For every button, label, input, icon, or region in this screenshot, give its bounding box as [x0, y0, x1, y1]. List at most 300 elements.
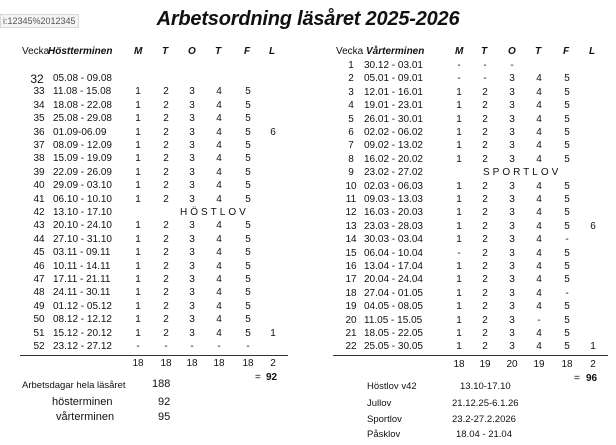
day-number: 2 [482, 328, 488, 339]
column-total: 20 [506, 358, 518, 370]
day-number: 3 [189, 140, 195, 151]
day-number: 1 [135, 140, 141, 151]
day-number: - [190, 341, 194, 352]
week-dates: 16.02 - 20.02 [364, 153, 423, 165]
week-dates: 20.04 - 24.04 [364, 274, 423, 286]
day-number: 4 [216, 99, 222, 111]
day-number: 4 [536, 287, 542, 299]
day-number: 3 [189, 260, 195, 272]
day-number: 5 [245, 314, 251, 326]
column-total: 18 [242, 358, 254, 370]
day-number: 5 [564, 301, 570, 313]
day-number: 2 [163, 300, 169, 312]
day-number: 1 [135, 220, 141, 232]
day-number: 2 [482, 140, 488, 152]
day-number: 5 [245, 140, 251, 151]
day-number: 2 [163, 247, 169, 259]
week-dates: 27.10 - 31.10 [53, 233, 112, 245]
day-number: - [217, 341, 221, 352]
holiday-dates: 13.10-17.10 [460, 381, 511, 392]
week-dates: 26.01 - 30.01 [364, 113, 423, 125]
day-number: 3 [509, 341, 515, 353]
day-number: - [457, 73, 461, 85]
day-header: T [535, 46, 542, 57]
day-number: 1 [456, 314, 462, 326]
week-number: 49 [33, 300, 45, 312]
page-title: Arbetsordning läsåret 2025-2026 [156, 8, 460, 30]
week-dates: 10.11 - 14.11 [53, 260, 111, 272]
day-number: 5 [245, 193, 251, 205]
day-number: 5 [564, 274, 570, 286]
day-header: L [589, 46, 596, 57]
day-number: 5 [245, 180, 251, 192]
day-number: 2 [163, 113, 169, 125]
day-number: - [510, 60, 514, 71]
column-total: 18 [561, 358, 573, 370]
day-header: F [244, 46, 251, 57]
day-number: 5 [564, 73, 570, 85]
week-dates: 15.12 - 20.12 [53, 327, 112, 339]
week-dates: 05.01 - 09.01 [364, 73, 423, 85]
day-number: 5 [564, 247, 570, 259]
day-number: 4 [536, 341, 542, 353]
column-total: 2 [590, 358, 596, 370]
holiday-label: Jullov [367, 398, 392, 409]
day-number: 2 [163, 220, 169, 232]
holiday-note: SPORTLOV [483, 167, 562, 179]
day-number: 2 [482, 207, 488, 219]
day-header: T [481, 46, 488, 57]
day-number: 5 [564, 341, 570, 353]
week-dates: 19.01 - 23.01 [364, 100, 423, 112]
day-number: 3 [189, 274, 195, 285]
day-number: 4 [536, 180, 542, 192]
day-header: T [215, 46, 222, 57]
day-number: 4 [216, 300, 222, 312]
autumn-workdays-value: 92 [158, 396, 171, 408]
day-number: 5 [564, 127, 570, 138]
day-number: 1 [135, 247, 141, 259]
day-number: 1 [135, 86, 141, 98]
holiday-dates: 23.2-27.2.2026 [452, 414, 516, 425]
day-number: 3 [189, 99, 195, 111]
week-number: 18 [345, 287, 357, 299]
week-dates: 23.12 - 27.12 [53, 341, 112, 352]
spring-week-header: Vecka [336, 46, 364, 57]
day-number: 5 [245, 99, 251, 111]
totals-divider [333, 355, 608, 356]
day-number: 3 [189, 287, 195, 299]
day-number: 3 [189, 113, 195, 125]
day-number: 1 [456, 207, 462, 219]
day-number: 3 [509, 140, 515, 152]
day-number: 5 [245, 287, 251, 299]
day-number: 4 [536, 86, 542, 98]
totals-divider [20, 355, 288, 356]
day-number: 4 [536, 140, 542, 152]
day-number: 1 [456, 341, 462, 353]
day-number: 5 [564, 113, 570, 125]
day-number: 4 [536, 274, 542, 286]
week-dates: 29.09 - 03.10 [53, 180, 112, 192]
day-number: 5 [564, 180, 570, 192]
holiday-label: Påsklov [367, 429, 401, 440]
day-number: 1 [456, 113, 462, 125]
day-header: M [455, 46, 464, 57]
day-number: 4 [536, 207, 542, 219]
week-number: 5 [348, 113, 354, 125]
day-number: 5 [245, 247, 251, 259]
day-number: 2 [482, 341, 488, 353]
day-number: 1 [270, 327, 276, 339]
week-number: 8 [348, 153, 354, 165]
week-dates: 04.05 - 08.05 [364, 301, 423, 313]
week-dates: 25.08 - 29.08 [53, 113, 112, 125]
day-header: F [563, 46, 570, 57]
day-number: 4 [536, 113, 542, 125]
day-number: 3 [189, 300, 195, 312]
week-number: 38 [33, 153, 45, 165]
day-number: 2 [482, 261, 488, 272]
day-number: 2 [163, 86, 169, 98]
day-number: 1 [135, 193, 141, 205]
day-number: 4 [216, 233, 222, 245]
day-number: 2 [163, 180, 169, 192]
week-number: 19 [345, 301, 357, 313]
day-number: 2 [163, 260, 169, 272]
day-number: 2 [163, 126, 169, 138]
day-number: - [565, 234, 569, 246]
day-number: 1 [590, 341, 596, 353]
week-dates: 09.03 - 13.03 [364, 194, 423, 205]
day-number: 3 [189, 327, 195, 339]
day-number: 4 [536, 153, 542, 165]
day-number: - [136, 341, 140, 352]
day-number: 3 [509, 194, 515, 205]
week-dates: 24.11 - 30.11 [53, 287, 111, 299]
spring-workdays-label: vårterminen [56, 411, 115, 423]
sum-total: 96 [586, 372, 598, 384]
day-number: 2 [163, 274, 169, 285]
autumn-week-header: Vecka [22, 46, 50, 57]
day-number: 2 [482, 314, 488, 326]
week-number: 45 [33, 247, 45, 259]
day-number: 5 [245, 113, 251, 125]
day-number: 4 [216, 260, 222, 272]
week-number: 11 [345, 194, 357, 205]
day-number: 1 [135, 99, 141, 111]
day-number: 3 [509, 301, 515, 313]
week-number: 51 [33, 327, 45, 339]
week-dates: 17.11 - 21.11 [53, 274, 111, 285]
day-number: 2 [163, 140, 169, 151]
week-number: 43 [33, 220, 45, 232]
day-number: 2 [482, 234, 488, 246]
week-number: 2 [348, 73, 354, 85]
day-number: 3 [189, 180, 195, 192]
week-number: 15 [345, 247, 357, 259]
day-number: 5 [564, 153, 570, 165]
day-number: 1 [135, 260, 141, 272]
week-dates: 18.08 - 22.08 [53, 99, 112, 111]
week-number: 36 [33, 126, 45, 138]
day-number: 2 [482, 274, 488, 286]
column-total: 18 [213, 358, 225, 370]
day-number: 5 [245, 86, 251, 98]
day-number: 3 [189, 166, 195, 178]
day-number: 3 [509, 153, 515, 165]
day-number: - [565, 287, 569, 299]
holiday-label: Sportlov [367, 414, 402, 425]
day-number: 2 [163, 166, 169, 178]
day-number: 3 [189, 314, 195, 326]
week-number: 52 [33, 341, 45, 352]
day-number: 5 [564, 86, 570, 98]
day-number: 4 [216, 193, 222, 205]
week-number: 20 [345, 314, 357, 326]
week-dates: 01.12 - 05.12 [53, 300, 112, 312]
day-number: 1 [456, 194, 462, 205]
week-number: 4 [348, 100, 354, 112]
week-dates: 23.02 - 27.02 [364, 167, 423, 179]
day-number: - [457, 60, 461, 71]
week-number: 42 [33, 207, 45, 218]
week-number: 39 [33, 166, 45, 178]
workdays-value: 188 [152, 378, 171, 390]
column-total: 18 [453, 358, 465, 370]
day-number: 1 [456, 153, 462, 165]
day-number: 1 [135, 300, 141, 312]
week-dates: 06.10 - 10.10 [53, 193, 112, 205]
week-number: 44 [33, 233, 45, 245]
day-number: 2 [482, 194, 488, 205]
day-number: 5 [245, 233, 251, 245]
week-number: 32 [30, 72, 44, 86]
week-number: 48 [33, 287, 45, 299]
week-dates: 05.08 - 09.08 [53, 73, 112, 84]
day-number: 4 [216, 113, 222, 125]
column-total: 18 [132, 358, 144, 370]
week-dates: 11.08 - 15.08 [53, 86, 112, 98]
week-number: 22 [345, 341, 357, 353]
day-number: 3 [509, 261, 515, 272]
day-number: 3 [509, 127, 515, 138]
day-number: 4 [216, 180, 222, 192]
day-number: 3 [509, 274, 515, 286]
day-number: 3 [189, 220, 195, 232]
holiday-dates: 21.12.25-6.1.26 [452, 398, 519, 409]
week-number: 12 [345, 207, 357, 219]
week-dates: 22.09 - 26.09 [53, 166, 112, 178]
day-number: 4 [216, 140, 222, 151]
day-number: 4 [216, 247, 222, 259]
day-number: 3 [509, 220, 515, 232]
day-number: 1 [135, 180, 141, 192]
day-number: 3 [189, 233, 195, 245]
day-number: 5 [564, 220, 570, 232]
day-number: 1 [456, 140, 462, 152]
day-number: 5 [245, 274, 251, 285]
day-number: 2 [482, 287, 488, 299]
week-dates: 23.03 - 28.03 [364, 220, 423, 232]
day-number: 5 [564, 140, 570, 152]
day-number: 1 [456, 100, 462, 112]
week-number: 1 [348, 60, 354, 71]
week-dates: 08.09 - 12.09 [53, 140, 112, 151]
day-number: 2 [482, 247, 488, 259]
day-number: 2 [163, 99, 169, 111]
week-number: 10 [345, 180, 357, 192]
day-number: 3 [509, 113, 515, 125]
day-number: 2 [163, 327, 169, 339]
week-number: 6 [348, 127, 354, 138]
day-number: 1 [456, 328, 462, 339]
day-number: 3 [189, 193, 195, 205]
workdays-label: Arbetsdagar hela läsåret [22, 380, 126, 391]
day-number: 4 [216, 327, 222, 339]
day-number: 5 [564, 100, 570, 112]
week-dates: 01.09-06.09 [53, 126, 107, 138]
day-number: 4 [536, 247, 542, 259]
day-number: - [483, 73, 487, 85]
column-total: 19 [479, 358, 491, 370]
week-number: 33 [33, 86, 45, 98]
day-number: 4 [536, 194, 542, 205]
day-number: 5 [564, 194, 570, 205]
day-number: 1 [135, 314, 141, 326]
week-number: 40 [33, 180, 45, 192]
day-number: 2 [482, 127, 488, 138]
sum-equals: = [255, 372, 261, 384]
day-number: 1 [456, 127, 462, 138]
day-number: 2 [163, 314, 169, 326]
day-number: 1 [456, 180, 462, 192]
column-total: 2 [270, 358, 276, 370]
week-dates: 06.04 - 10.04 [364, 247, 423, 259]
day-number: 3 [509, 328, 515, 339]
day-number: 4 [536, 73, 542, 85]
day-number: 1 [135, 233, 141, 245]
day-number: 2 [163, 287, 169, 299]
spring-term-header: Vårterminen [366, 46, 425, 57]
week-dates: 15.09 - 19.09 [53, 153, 112, 165]
day-number: - [164, 341, 168, 352]
day-number: 3 [189, 86, 195, 98]
day-number: 5 [245, 126, 251, 138]
week-dates: 09.02 - 13.02 [364, 140, 423, 152]
week-dates: 27.04 - 01.05 [364, 287, 423, 299]
day-number: 3 [509, 314, 515, 326]
week-number: 46 [33, 260, 45, 272]
day-number: 5 [564, 328, 570, 339]
day-number: 4 [536, 127, 542, 138]
week-dates: 13.04 - 17.04 [364, 261, 423, 272]
column-total: 18 [160, 358, 172, 370]
autumn-workdays-label: hösterminen [52, 396, 113, 408]
week-dates: 11.05 - 15.05 [364, 314, 423, 326]
week-dates: 02.02 - 06.02 [364, 127, 423, 138]
week-dates: 30.03 - 03.04 [364, 234, 423, 246]
sum-equals: = [574, 372, 580, 384]
holiday-note: HÖSTLOV [180, 207, 249, 218]
week-number: 50 [33, 314, 45, 326]
day-number: 5 [245, 153, 251, 165]
day-number: 4 [216, 153, 222, 165]
day-number: 3 [189, 247, 195, 259]
week-number: 21 [345, 328, 357, 339]
day-number: 5 [245, 300, 251, 312]
sum-total: 92 [266, 372, 278, 384]
day-header: T [162, 46, 169, 57]
day-number: 2 [482, 180, 488, 192]
week-number: 17 [345, 274, 357, 286]
day-number: 5 [245, 220, 251, 232]
day-number: 2 [482, 153, 488, 165]
day-number: - [246, 341, 250, 352]
week-dates: 13.10 - 17.10 [53, 207, 112, 218]
day-header: O [188, 46, 196, 57]
day-number: 4 [536, 328, 542, 339]
day-number: 2 [163, 193, 169, 205]
day-number: 2 [482, 113, 488, 125]
week-dates: 18.05 - 22.05 [364, 328, 423, 339]
week-number: 3 [348, 86, 354, 98]
day-number: 1 [456, 274, 462, 286]
day-number: 3 [509, 73, 515, 85]
day-number: 2 [482, 100, 488, 112]
week-number: 13 [345, 220, 357, 232]
day-number: - [483, 60, 487, 71]
column-total: 19 [533, 358, 545, 370]
corner-code-label: i:12345%2012345 [0, 14, 79, 28]
day-number: 1 [135, 113, 141, 125]
day-number: 4 [536, 234, 542, 246]
day-number: 5 [564, 207, 570, 219]
day-number: 1 [456, 301, 462, 313]
day-header: L [269, 46, 276, 57]
day-number: 3 [189, 153, 195, 165]
day-number: 1 [135, 274, 141, 285]
day-number: 5 [245, 166, 251, 178]
week-dates: 30.12 - 03.01 [364, 60, 423, 71]
week-dates: 02.03 - 06.03 [364, 180, 423, 192]
day-number: 2 [482, 220, 488, 232]
week-dates: 25.05 - 30.05 [364, 341, 423, 353]
day-number: 1 [135, 126, 141, 138]
day-number: 3 [189, 126, 195, 138]
day-header: O [508, 46, 516, 57]
week-number: 14 [345, 234, 357, 246]
day-number: - [457, 247, 461, 259]
day-number: 1 [456, 287, 462, 299]
day-number: 3 [509, 100, 515, 112]
week-dates: 03.11 - 09.11 [53, 247, 111, 259]
day-number: 3 [509, 86, 515, 98]
day-number: 5 [564, 314, 570, 326]
week-dates: 12.01 - 16.01 [364, 86, 423, 98]
day-number: 3 [509, 287, 515, 299]
week-number: 16 [345, 261, 357, 272]
day-number: 3 [509, 180, 515, 192]
day-number: 5 [245, 327, 251, 339]
day-number: 6 [590, 220, 596, 232]
day-number: 4 [216, 314, 222, 326]
day-number: 1 [456, 220, 462, 232]
day-number: 4 [536, 261, 542, 272]
week-number: 37 [33, 140, 45, 151]
day-number: 5 [564, 261, 570, 272]
spring-workdays-value: 95 [158, 411, 171, 423]
